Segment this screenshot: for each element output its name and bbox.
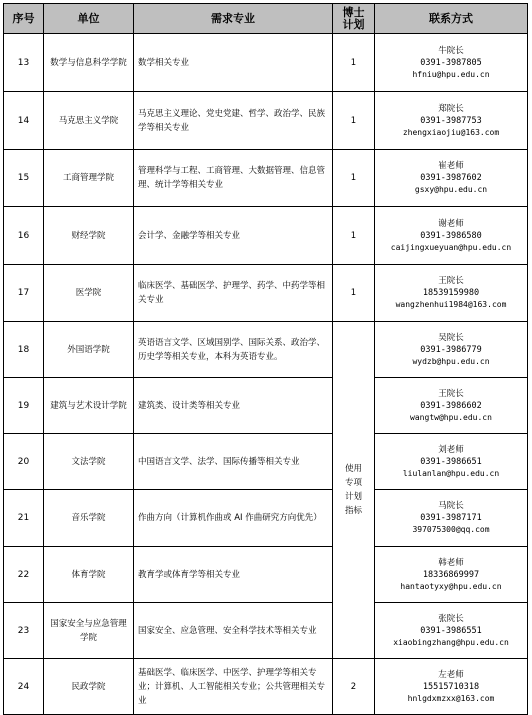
contact-phone: 0391-3986551	[420, 625, 482, 636]
table-row	[4, 547, 528, 603]
row-unit: 民政学院	[44, 659, 134, 715]
contact-email: gsxy@hpu.edu.cn	[414, 185, 488, 194]
table-row	[4, 150, 528, 207]
row-no: 20	[4, 434, 44, 490]
row-major: 国家安全、应急管理、安全科学技术等相关专业	[134, 603, 333, 659]
contact-email: xiaobingzhang@hpu.edu.cn	[393, 637, 509, 647]
row-no: 22	[4, 547, 44, 603]
table-row	[4, 490, 528, 547]
row-plan: 1	[333, 150, 375, 207]
row-unit: 财经学院	[44, 207, 134, 265]
row-major: 马克思主义理论、党史党建、哲学、政治学、民族学等相关专业	[134, 92, 333, 150]
contact-email: wangzhenhui1984@163.com	[395, 300, 507, 309]
contact-name: 牛院长	[438, 45, 464, 56]
row-major: 中国语言文学、法学、国际传播等相关专业	[134, 434, 333, 490]
row-no: 17	[4, 265, 44, 322]
row-unit: 医学院	[44, 265, 134, 322]
table-row	[4, 603, 528, 659]
contact-email: hnlgdxmzxx@163.com	[407, 693, 495, 703]
header-plan	[333, 4, 375, 34]
row-no: 19	[4, 378, 44, 434]
contact-phone: 0391-3986779	[420, 344, 482, 355]
row-no: 21	[4, 490, 44, 547]
contact-phone: 0391-3986580	[420, 230, 482, 241]
contact-phone: 0391-3986651	[420, 456, 482, 467]
contact-email: zhengxiaojiu@163.com	[402, 127, 500, 137]
contact-name: 吴院长	[438, 332, 464, 343]
row-major: 英语语言文学、区域国别学、国际关系、政治学、历史学等相关专业，本科为英语专业。	[134, 322, 333, 378]
row-plan: 1	[333, 265, 375, 322]
contact-name: 刘老师	[438, 444, 464, 455]
row-plan: 1	[333, 92, 375, 150]
table-row	[4, 659, 528, 715]
header-unit: 单位	[44, 4, 134, 34]
contact-name: 韩老师	[438, 557, 464, 568]
row-major: 数学相关专业	[134, 34, 333, 92]
header-no: 序号	[4, 4, 44, 34]
row-major: 教育学或体育学等相关专业	[134, 547, 333, 603]
contact-phone: 0391-3987171	[420, 513, 482, 523]
row-no: 18	[4, 322, 44, 378]
table-row	[4, 207, 528, 265]
merged-plan-line: 指标	[344, 506, 362, 516]
contact-name: 马院长	[438, 501, 464, 511]
row-major: 建筑类、设计类等相关专业	[134, 378, 333, 434]
contact-phone: 0391-3987805	[420, 57, 482, 68]
row-contact	[375, 322, 528, 378]
contact-email: wangtw@hpu.edu.cn	[410, 412, 492, 422]
contact-phone: 0391-3987602	[420, 173, 482, 183]
header-plan-line2: 计划	[342, 17, 365, 31]
row-contact	[375, 207, 528, 265]
contact-name: 张院长	[438, 613, 464, 624]
row-major: 管理科学与工程、工商管理、大数据管理、信息管理、统计学等相关专业	[134, 150, 333, 207]
row-no: 13	[4, 34, 44, 92]
header-contact: 联系方式	[375, 4, 528, 34]
row-unit: 体育学院	[44, 547, 134, 603]
table-row	[4, 378, 528, 434]
row-contact	[375, 434, 528, 490]
contact-name: 王院长	[438, 388, 464, 399]
table-row	[4, 34, 528, 92]
contact-email: liulanlan@hpu.edu.cn	[402, 468, 500, 478]
contact-name: 谢老师	[438, 218, 464, 229]
row-no: 14	[4, 92, 44, 150]
row-unit: 外国语学院	[44, 322, 134, 378]
merged-plan-line: 专项	[344, 478, 362, 488]
contact-name: 王院长	[438, 276, 464, 286]
row-contact	[375, 92, 528, 150]
table-row	[4, 434, 528, 490]
row-contact	[375, 490, 528, 547]
header-plan-line1: 博士	[342, 5, 365, 19]
contact-name: 郑院长	[438, 103, 464, 114]
row-contact	[375, 547, 528, 603]
contact-email: hantaotyxy@hpu.edu.cn	[400, 581, 502, 591]
row-plan: 2	[333, 659, 375, 715]
contact-name: 崔老师	[438, 161, 464, 171]
contact-phone: 0391-3986602	[420, 400, 482, 411]
row-unit: 工商管理学院	[44, 150, 134, 207]
row-unit: 文法学院	[44, 434, 134, 490]
merged-plan-line: 计划	[344, 492, 362, 502]
contact-phone: 18336869997	[422, 569, 480, 580]
row-contact	[375, 659, 528, 715]
merged-plan-cell	[333, 322, 375, 659]
table-row	[4, 265, 528, 322]
row-unit: 马克思主义学院	[44, 92, 134, 150]
row-unit: 音乐学院	[44, 490, 134, 547]
contact-phone: 0391-3987753	[420, 115, 482, 126]
contact-phone: 15515710318	[422, 681, 480, 692]
row-unit: 建筑与艺术设计学院	[44, 378, 134, 434]
table-header-row	[4, 4, 528, 34]
row-major: 临床医学、基础医学、护理学、药学、中药学等相关专业	[134, 265, 333, 322]
row-no: 24	[4, 659, 44, 715]
row-major: 基础医学、临床医学、中医学、护理学等相关专业；计算机、人工智能相关专业；公共管理相关专业	[134, 659, 333, 715]
row-no: 15	[4, 150, 44, 207]
row-contact	[375, 34, 528, 92]
row-contact	[375, 603, 528, 659]
header-major: 需求专业	[134, 4, 333, 34]
row-no: 16	[4, 207, 44, 265]
table-row	[4, 92, 528, 150]
row-plan: 1	[333, 34, 375, 92]
contact-email: wydzb@hpu.edu.cn	[412, 356, 490, 366]
recruitment-table	[3, 3, 528, 715]
contact-email: 397075300@qq.com	[412, 525, 490, 534]
row-unit: 国家安全与应急管理学院	[44, 603, 134, 659]
row-contact	[375, 378, 528, 434]
row-plan: 1	[333, 207, 375, 265]
contact-email: caijingxueyuan@hpu.edu.cn	[390, 242, 512, 252]
row-unit: 数学与信息科学学院	[44, 34, 134, 92]
table-row	[4, 322, 528, 378]
contact-email: hfniu@hpu.edu.cn	[412, 69, 490, 79]
row-contact	[375, 150, 528, 207]
row-contact	[375, 265, 528, 322]
row-major: 会计学、金融学等相关专业	[134, 207, 333, 265]
row-no: 23	[4, 603, 44, 659]
contact-phone: 18539159980	[422, 288, 480, 298]
contact-name: 左老师	[438, 669, 464, 680]
merged-plan-line: 使用	[344, 464, 362, 474]
row-major: 作曲方向（计算机作曲或 AI 作曲研究方向优先）	[134, 490, 333, 547]
